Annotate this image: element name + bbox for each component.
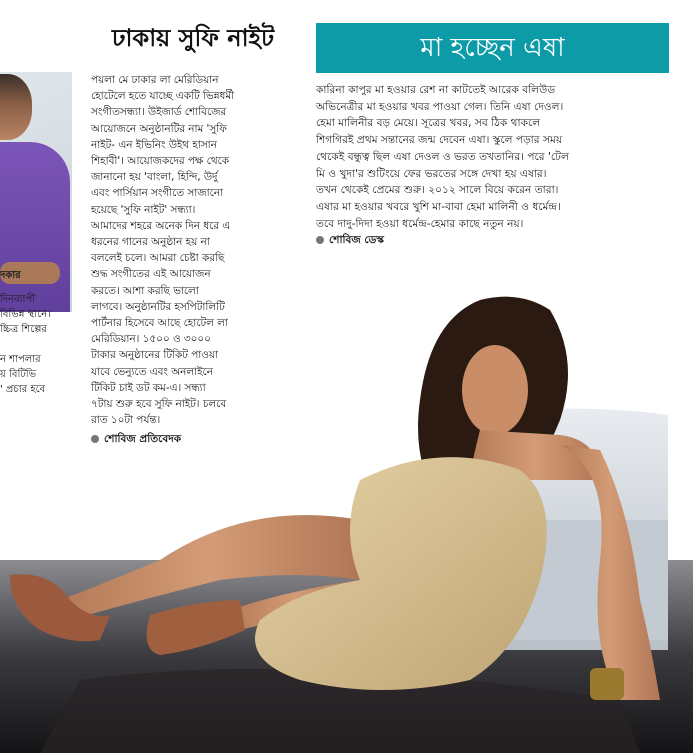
- text-line: তখন থেকেই প্রেমের শুরু। ২০১২ সালে বিয়ে করেন তারা।: [316, 184, 559, 197]
- byline-text: শোবিজ প্রতিবেদক: [104, 433, 182, 446]
- text-line: টিকিট চাই ডট কম-এ। সন্ধ্যা: [91, 381, 206, 394]
- text-line: শিহাবী'। আয়োজকদের পক্ষ থেকে: [91, 155, 230, 168]
- text-line: আয়োজনে অনুষ্ঠানটির নাম 'সুফি: [91, 122, 227, 135]
- text-line: এষার মা হওয়ার খবরে খুশি মা-বাবা হেমা মালিনী ও ধর্মেন্দ্র।: [316, 200, 561, 213]
- text-line: বললেই চলে। আমরা চেষ্টা করছি: [91, 252, 225, 265]
- byline-text: শোবিজ ডেস্ক: [329, 234, 384, 247]
- text-line: শুদ্ধ সংগীতের এই আয়োজন: [91, 268, 211, 281]
- bracelet: [590, 668, 624, 700]
- text-line: চ্চিত্র শিল্পের: [0, 324, 47, 335]
- text-line: পয়লা মে ঢাকার লা মেরিডিয়ান: [91, 74, 219, 86]
- text-line: থেকেই বন্ধুত্ব ছিল এষা দেওল ও ভরত তখতানির। পরে 'টেল: [316, 150, 569, 163]
- text-line: মি ও খুদা'র শুটিংয়ে ফের ভরতের সঙ্গে দেখা হয় এষার।: [316, 167, 547, 180]
- text-line: নাইট- এন ইভিনিং উইথ হাসান: [91, 138, 217, 151]
- text-line: শিগগিরই প্রথম সন্তানের জন্ম দেবেন এষা। স্কুলে পড়ার সময়: [316, 134, 563, 147]
- esha-story: [316, 82, 688, 249]
- text-line: হোটেলে হতে যাচ্ছে একটি ভিন্নধর্মী: [91, 90, 235, 103]
- text-line: কারিনা কাপুর মা হওয়ার রেশ না কাটতেই আরেক বলিউড: [316, 84, 556, 96]
- text-line: পার্টনার হিসেবে আছে হোটেল লা: [91, 317, 228, 330]
- text-line: ৭টায় শুরু হবে সুফি নাইট। চলবে: [91, 398, 227, 411]
- text-line: তবে দাদু-দিদা হওয়া ধর্মেন্দ্র-হেমার কাছে নতুন নয়।: [316, 217, 524, 230]
- face: [462, 345, 528, 435]
- sufi-night-headline: ঢাকায় সুফি নাইট: [111, 23, 275, 52]
- text-line: ' প্রচার হবে: [0, 384, 46, 395]
- text-line: মেরিডিয়ান। ১৫০০ ও ৩০০০: [91, 333, 211, 346]
- text-line: এবং পার্সিয়ান সংগীতে সাজানো: [91, 187, 223, 200]
- actress-photo: [0, 276, 693, 753]
- text-line: হয়েছে 'সুফি নাইট' সন্ধ্যা।: [91, 203, 196, 216]
- text-line: করতে। আশা করছি ভালো: [91, 284, 199, 297]
- text-line: ধরনের গানের অনুষ্ঠান হয় না: [91, 236, 210, 249]
- text-line: লাগবে। অনুষ্ঠানটির হসপিটালিটি: [91, 300, 225, 313]
- left-photo-caption: দকার: [0, 270, 21, 281]
- text-line: যাবে ভেন্যুতে এবং অনলাইনে: [91, 365, 213, 378]
- esha-headline-banner: মা হচ্ছেন এষা: [316, 23, 669, 73]
- text-line: য় বিটিভি: [0, 369, 37, 380]
- text-line: রাত ১০টা পর্যন্ত।: [91, 414, 161, 427]
- text-line: হেমা মালিনীর বড় মেয়ে। সূত্রের খবর, সব ঠিক থাকলে: [316, 117, 541, 130]
- text-line: আমাদের শহরে অনেক দিন ধরে এ: [91, 219, 231, 232]
- text-line: সংগীতসন্ধ্যা। উইজার্ড শোবিজের: [91, 106, 227, 119]
- text-line: টাকার অনুষ্ঠানের টিকিট পাওয়া: [91, 349, 219, 362]
- esha-byline: [316, 232, 688, 249]
- text-line: ন শাপলার: [0, 354, 41, 365]
- text-line: জানানো হয় 'বাংলা, হিন্দি, উর্দু: [91, 171, 218, 184]
- text-line: অভিনেত্রীর মা হওয়ার খবর পাওয়া গেল। তিনি এষা দেওল।: [316, 100, 564, 113]
- text-line: বিভিন্ন স্থানে।: [0, 309, 51, 320]
- bullet-dot-icon: [316, 236, 324, 244]
- text-line: দিনব্যাপী: [0, 294, 36, 305]
